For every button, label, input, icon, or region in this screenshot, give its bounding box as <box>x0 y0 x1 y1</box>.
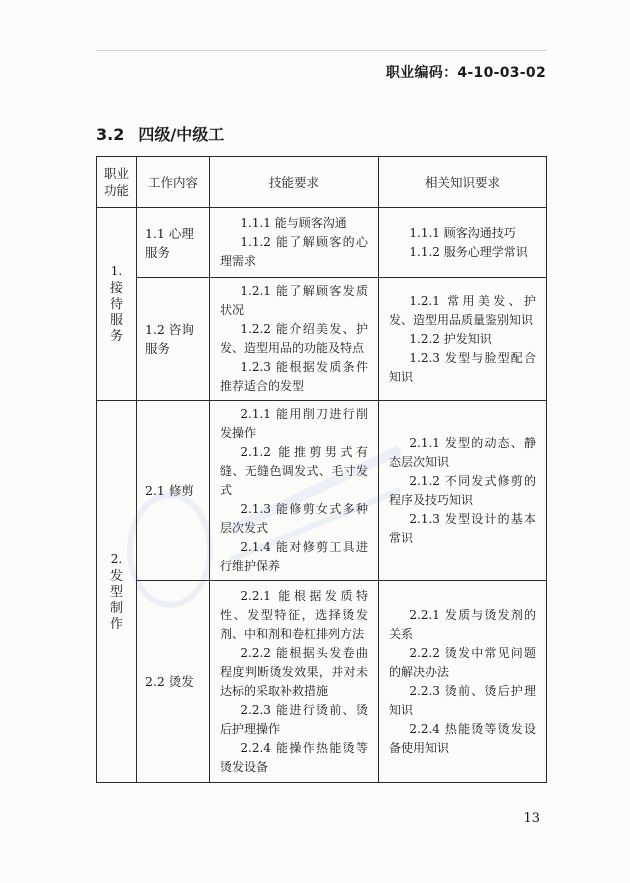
table-row <box>97 401 547 581</box>
work-content-text: 2.2 烫发 <box>145 674 194 689</box>
section-heading <box>96 122 224 145</box>
knowledge-cell <box>379 278 547 401</box>
skills-cell <box>210 401 379 581</box>
work-content-text: 1.1 心理服务 <box>145 225 194 260</box>
work-content-cell <box>137 208 210 278</box>
table-row <box>97 581 547 783</box>
skill-item: 1.2.3 能根据发质条件推荐适合的发型 <box>220 360 368 393</box>
header-work: 工作内容 <box>137 157 210 208</box>
knowledge-item: 2.2.3 烫前、烫后护理知识 <box>389 683 536 717</box>
knowledge-cell <box>379 208 547 278</box>
knowledge-item: 2.1.3 发型设计的基本常识 <box>389 511 536 545</box>
skills-cell <box>210 581 379 783</box>
skill-item: 2.2.2 能根据头发卷曲程度判断烫发效果，并对未达标的采取补救措施 <box>220 645 368 698</box>
knowledge-item: 1.1.2 服务心理学常识 <box>409 244 528 259</box>
section-title-text: 四级/中级工 <box>138 125 225 144</box>
section-number: 3.2 <box>96 125 125 144</box>
knowledge-item: 2.2.1 发质与烫发剂的关系 <box>389 607 536 641</box>
skill-item: 1.2.1 能了解顾客发质状况 <box>220 284 368 317</box>
knowledge-item: 1.1.1 顾客沟通技巧 <box>409 225 516 240</box>
table-header-row <box>97 157 547 208</box>
skills-cell <box>210 208 379 278</box>
skill-item: 1.2.2 能介绍美发、护发、造型用品的功能及特点 <box>220 322 368 355</box>
function-cell <box>97 208 137 401</box>
knowledge-item: 2.1.1 发型的动态、静态层次知识 <box>389 435 536 469</box>
work-content-cell <box>137 278 210 401</box>
skill-item: 1.1.2 能了解顾客的心理需求 <box>220 235 368 268</box>
knowledge-item: 2.2.4 热能烫等烫发设备使用知识 <box>389 721 536 755</box>
table-row <box>97 278 547 401</box>
skill-item: 2.1.1 能用削刀进行削发操作 <box>220 407 368 440</box>
knowledge-item: 1.2.3 发型与脸型配合知识 <box>389 350 536 384</box>
header-rule <box>96 50 546 51</box>
skill-item: 2.2.3 能进行烫前、烫后护理操作 <box>220 702 368 736</box>
function-number: 1. <box>110 264 123 278</box>
skill-item: 2.2.4 能操作热能烫等烫发设备 <box>220 740 368 774</box>
knowledge-item: 2.2.2 烫发中常见问题的解决办法 <box>389 645 536 679</box>
knowledge-cell <box>379 401 547 581</box>
work-content-cell <box>137 401 210 581</box>
skills-cell <box>210 278 379 401</box>
header-skills: 技能要求 <box>210 157 379 208</box>
knowledge-item: 2.1.2 不同发式修剪的程序及技巧知识 <box>389 473 536 507</box>
skill-item: 2.1.2 能推剪男式有缝、无缝色调发式、毛寸发式 <box>220 445 368 497</box>
skill-item: 2.1.3 能修剪女式多种层次发式 <box>220 502 368 535</box>
work-content-text: 1.2 咨询服务 <box>145 322 194 356</box>
work-content-text: 2.1 修剪 <box>145 483 194 498</box>
function-number: 2. <box>110 551 123 566</box>
function-name: 发型制作 <box>109 568 123 632</box>
knowledge-item: 1.2.1 常用美发、护发、造型用品质量鉴别知识 <box>389 293 536 327</box>
skill-item: 2.1.4 能对修剪工具进行维护保养 <box>220 540 368 573</box>
header-knowledge: 相关知识要求 <box>379 157 547 208</box>
skills-table <box>96 156 547 783</box>
job-code: 职业编码：4-10-03-02 <box>385 65 546 81</box>
knowledge-item: 1.2.2 护发知识 <box>409 331 492 346</box>
page-number: 13 <box>523 811 540 826</box>
header-function: 职业功能 <box>97 157 137 208</box>
knowledge-cell <box>379 581 547 783</box>
function-name: 接待服务 <box>109 281 123 344</box>
table-row <box>97 208 547 278</box>
skill-item: 2.2.1 能根据发质特性、发型特征，选择烫发剂、中和剂和卷杠排列方法 <box>220 588 368 641</box>
skill-item: 1.1.1 能与顾客沟通 <box>240 216 347 230</box>
work-content-cell <box>137 581 210 783</box>
function-cell <box>97 401 137 783</box>
